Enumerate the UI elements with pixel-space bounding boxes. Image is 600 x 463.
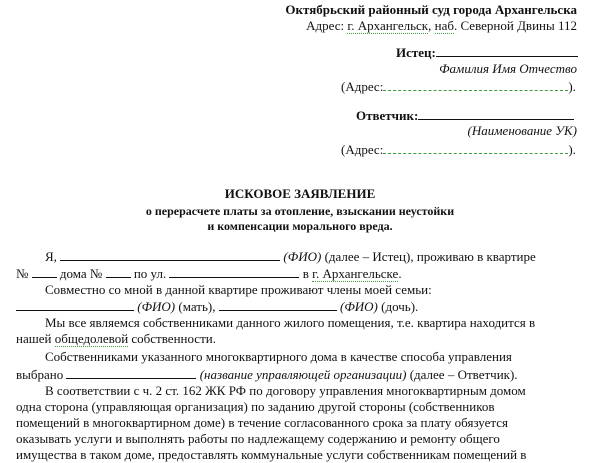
court-address-city: г. Архангельск bbox=[347, 18, 429, 33]
plaintiff-caption: Фамилия Имя Отчество bbox=[439, 61, 577, 76]
house-number-field[interactable] bbox=[106, 265, 131, 278]
p4-line-2: выбрано (название управляющей организации) (далее – Ответчик). bbox=[16, 367, 518, 382]
defendant-address-field[interactable] bbox=[383, 141, 568, 154]
plaintiff-address-field[interactable] bbox=[383, 78, 568, 91]
defendant-label: Ответчик: bbox=[356, 108, 419, 123]
street-field[interactable] bbox=[169, 265, 299, 278]
court-address-emb: наб bbox=[434, 18, 454, 33]
p3-word-obshchedolevoy: общедолевой bbox=[54, 331, 129, 346]
plaintiff-address: (Адрес: ). bbox=[341, 79, 576, 94]
p2-fio1-field[interactable] bbox=[16, 298, 134, 311]
defendant-line bbox=[356, 107, 574, 124]
management-company-field[interactable] bbox=[66, 366, 196, 379]
document-title: ИСКОВОЕ ЗАЯВЛЕНИЕ bbox=[224, 186, 376, 201]
plaintiff-label: Истец: bbox=[396, 45, 436, 60]
p5-line-4: оказывать услуги и выполнять работы по надлежащему содержанию и ремонту общего bbox=[16, 431, 500, 446]
p5-line-2: одна сторона (управляющая организация) по заданию другой стороны (собственников bbox=[16, 399, 495, 414]
plaintiff-name-field[interactable] bbox=[436, 44, 578, 57]
p5-line-3: помещений в многоквартирном доме) в течение согласованного срока за плату обязуется bbox=[16, 415, 508, 430]
court-address: Адрес: г. Архангельск, наб. Северной Двины 112 bbox=[306, 18, 577, 33]
p2-line-2: (ФИО) (мать), (ФИО) (дочь). bbox=[16, 298, 418, 315]
p1-line-2: № дома № по ул. в г. Архангельске. bbox=[16, 266, 402, 281]
plaintiff-line bbox=[396, 44, 578, 61]
p5-line-5: имущества в таком доме, предоставлять коммунальные услуги собственникам помещений в bbox=[16, 447, 527, 462]
p2-fio2-field[interactable] bbox=[219, 298, 337, 311]
p1-city: г. Архангельске bbox=[312, 266, 399, 281]
p5-line-1: В соответствии с ч. 2 ст. 162 ЖК РФ по договору управления многоквартирным домом bbox=[45, 383, 526, 398]
p1-fio-hint: (ФИО) bbox=[283, 249, 322, 264]
defendant-address: (Адрес: ). bbox=[341, 142, 576, 157]
defendant-name-field[interactable] bbox=[418, 107, 574, 120]
p1-fio-field[interactable] bbox=[60, 248, 280, 261]
p3-line-2: нашей общедолевой собственности. bbox=[16, 331, 216, 346]
p3-line-1: Мы все являемся собственниками данного жилого помещения, т.е. квартира находится в bbox=[45, 315, 536, 330]
p1-line-1: Я, (ФИО) (далее – Истец), проживаю в квартире bbox=[45, 249, 536, 264]
document-subtitle-2: и компенсации морального вреда. bbox=[207, 219, 393, 233]
p2-line-1: Совместно со мной в данной квартире проживают члены моей семьи: bbox=[45, 282, 432, 297]
court-name: Октябрьский районный суд города Архангельска bbox=[285, 2, 577, 17]
defendant-caption: (Наименование УК) bbox=[467, 123, 577, 138]
p4-line-1: Собственниками указанного многоквартирного дома в качестве способа управления bbox=[45, 349, 512, 364]
document-subtitle-1: о перерасчете платы за отопление, взыскании неустойки bbox=[145, 204, 455, 218]
flat-number-field[interactable] bbox=[32, 265, 57, 278]
